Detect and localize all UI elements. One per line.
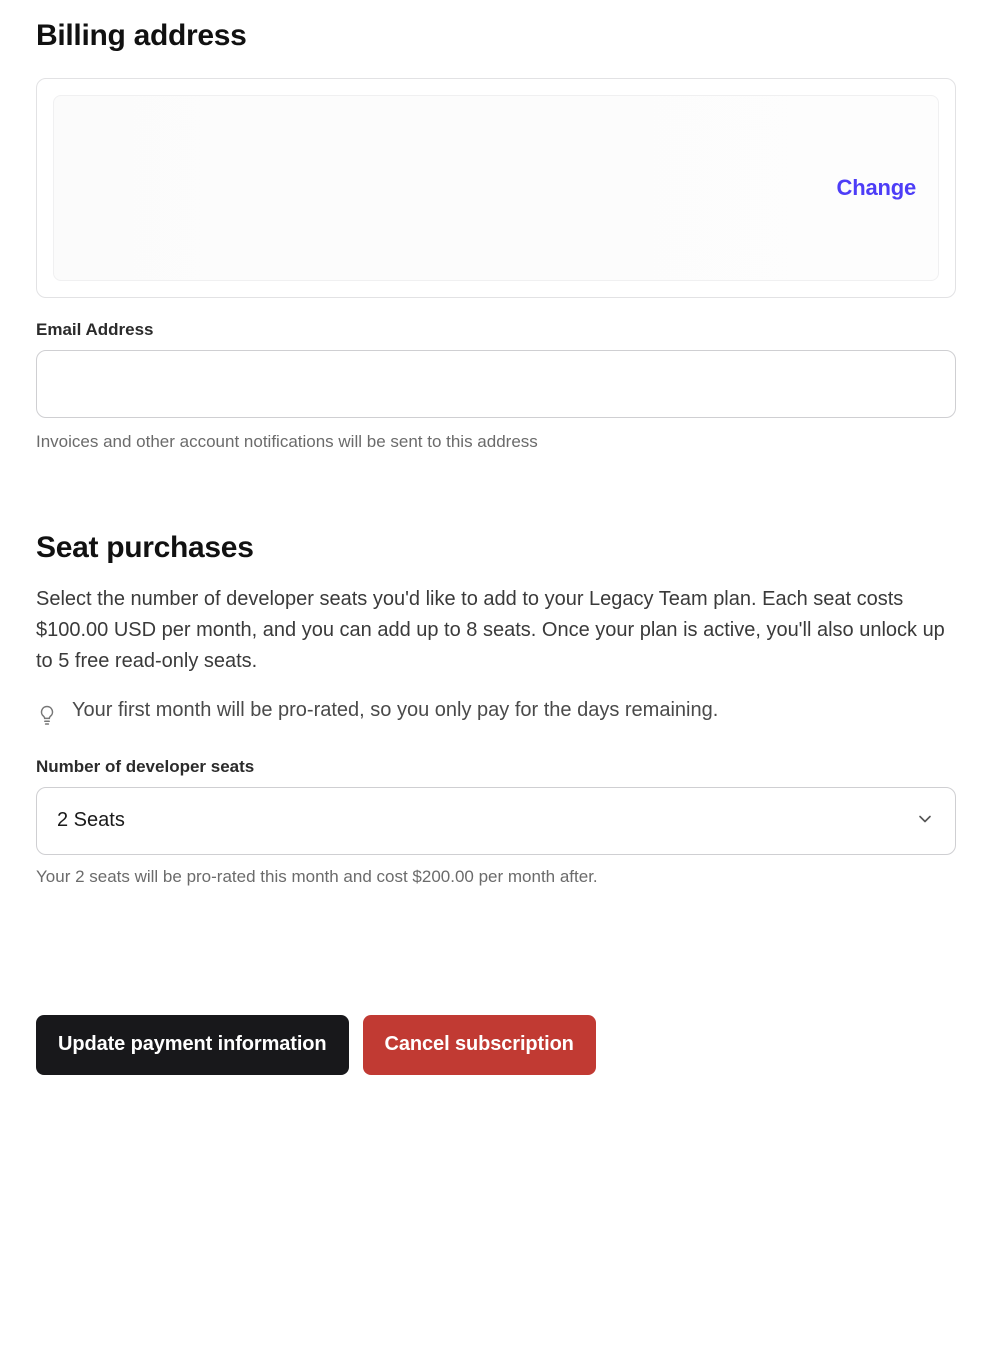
seat-purchases-description: Select the number of developer seats you'd like to add to your Legacy Team plan. Each seat costs $100.00 USD per month, and you can add up to 8 seats. Once your plan is active, you'll also unlock up to 5 free read-only seats.: [36, 587, 945, 672]
email-field[interactable]: [36, 350, 956, 418]
page-title: Billing address: [36, 19, 247, 52]
seat-count-selected-value: 2 Seats: [57, 809, 125, 832]
pro-rated-tip-text: Your first month will be pro-rated, so you only pay for the days remaining.: [72, 698, 719, 721]
update-payment-information-button[interactable]: Update payment information: [36, 1015, 349, 1075]
pro-rated-tip: [36, 695, 956, 731]
seat-select-help: Your 2 seats will be pro-rated this month and cost $200.00 per month after.: [36, 866, 598, 886]
change-billing-address-link[interactable]: Change: [836, 175, 916, 200]
seat-purchases-title: Seat purchases: [36, 530, 254, 564]
email-field-help: Invoices and other account notifications will be sent to this address: [36, 432, 538, 451]
cancel-subscription-button[interactable]: Cancel subscription: [363, 1015, 596, 1075]
seat-count-select[interactable]: [36, 787, 956, 855]
email-field-label: Email Address: [36, 320, 154, 339]
lightbulb-icon: [36, 701, 58, 731]
action-buttons: [36, 1015, 956, 1105]
billing-address-panel: [53, 95, 939, 281]
seat-select-wrapper: [36, 787, 956, 855]
billing-address-card: [36, 78, 956, 298]
section-spacer: [36, 454, 956, 530]
seat-select-label: Number of developer seats: [36, 756, 255, 776]
